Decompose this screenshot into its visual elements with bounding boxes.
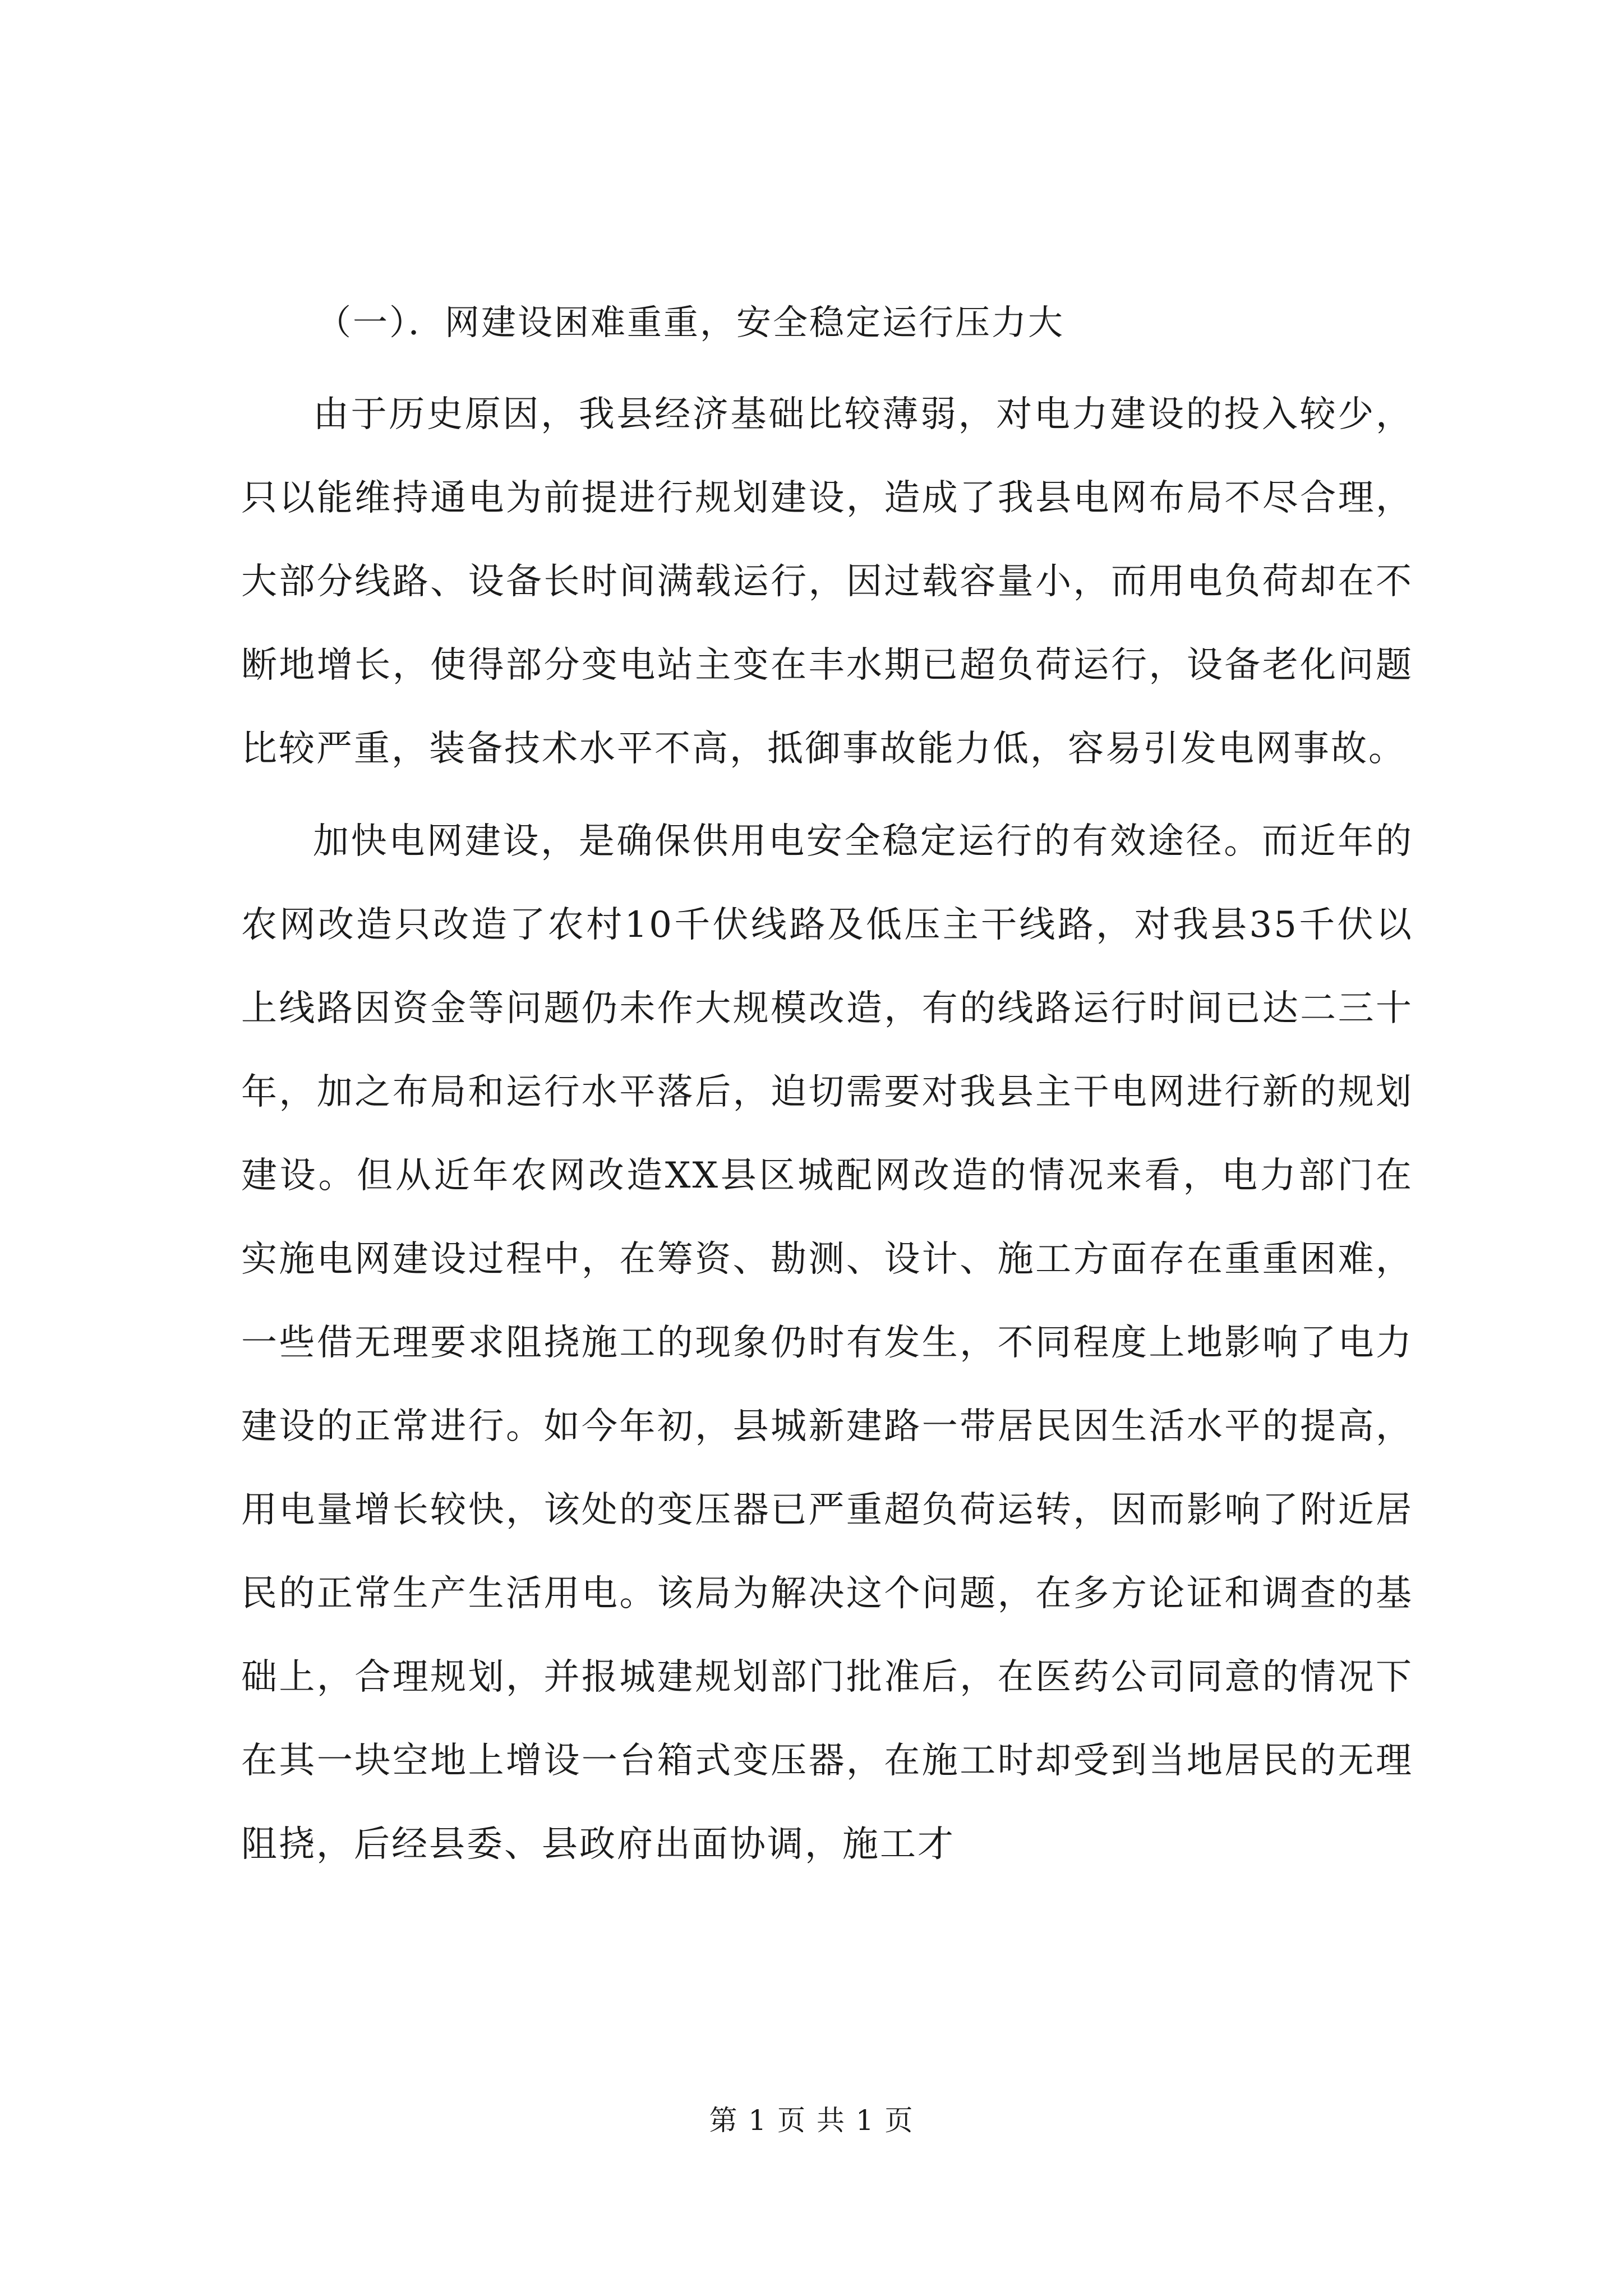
paragraph-2: 加快电网建设，是确保供用电安全稳定运行的有效途径。而近年的农网改造只改造了农村10千伏线路及低压主干线路，对我县35千伏以上线路因资金等问题仍未作大规模改造，有的线路运行时间已达二三十年，加之布局和运行水平落后，迫切需要对我县主干电网进行新的规划建设。但从近年农网改造XX县区城配网改造的情况来看，电力部门在实施电网建设过程中，在筹资、勘测、设计、施工方面存在重重困难，一些借无理要求阻挠施工的现象仍时有发生，不同程度上地影响了电力建设的正常进行。如今年初，县城新建路一带居民因生活水平的提高，用电量增长较快，该处的变压器已严重超负荷运转，因而影响了附近居民的正常生产生活用电。该局为解决这个问题，在多方论证和调查的基础上，合理规划，并报城建规划部门批准后，在医药公司同意的情况下在其一块空地上增设一台箱式变压器，在施工时却受到当地居民的无理阻挠，后经县委、县政府出面协调，施工才 <box>241 821 1413 1865</box>
paragraph-1: 由于历史原因，我县经济基础比较薄弱，对电力建设的投入较少，只以能维持通电为前提进行规划建设，造成了我县电网布局不尽合理，大部分线路、设备长时间满载运行，因过载容量小，而用电负荷却在不断地增长，使得部分变电站主变在丰水期已超负荷运行，设备老化问题比较严重，装备技术水平不高，抵御事故能力低，容易引发电网事故。 <box>241 394 1413 770</box>
page-footer: 第 1 页 共 1 页 <box>709 2104 914 2137</box>
document-body <box>241 292 1413 1887</box>
section-heading: （一）．网建设困难重重，安全稳定运行压力大 <box>316 302 1065 343</box>
